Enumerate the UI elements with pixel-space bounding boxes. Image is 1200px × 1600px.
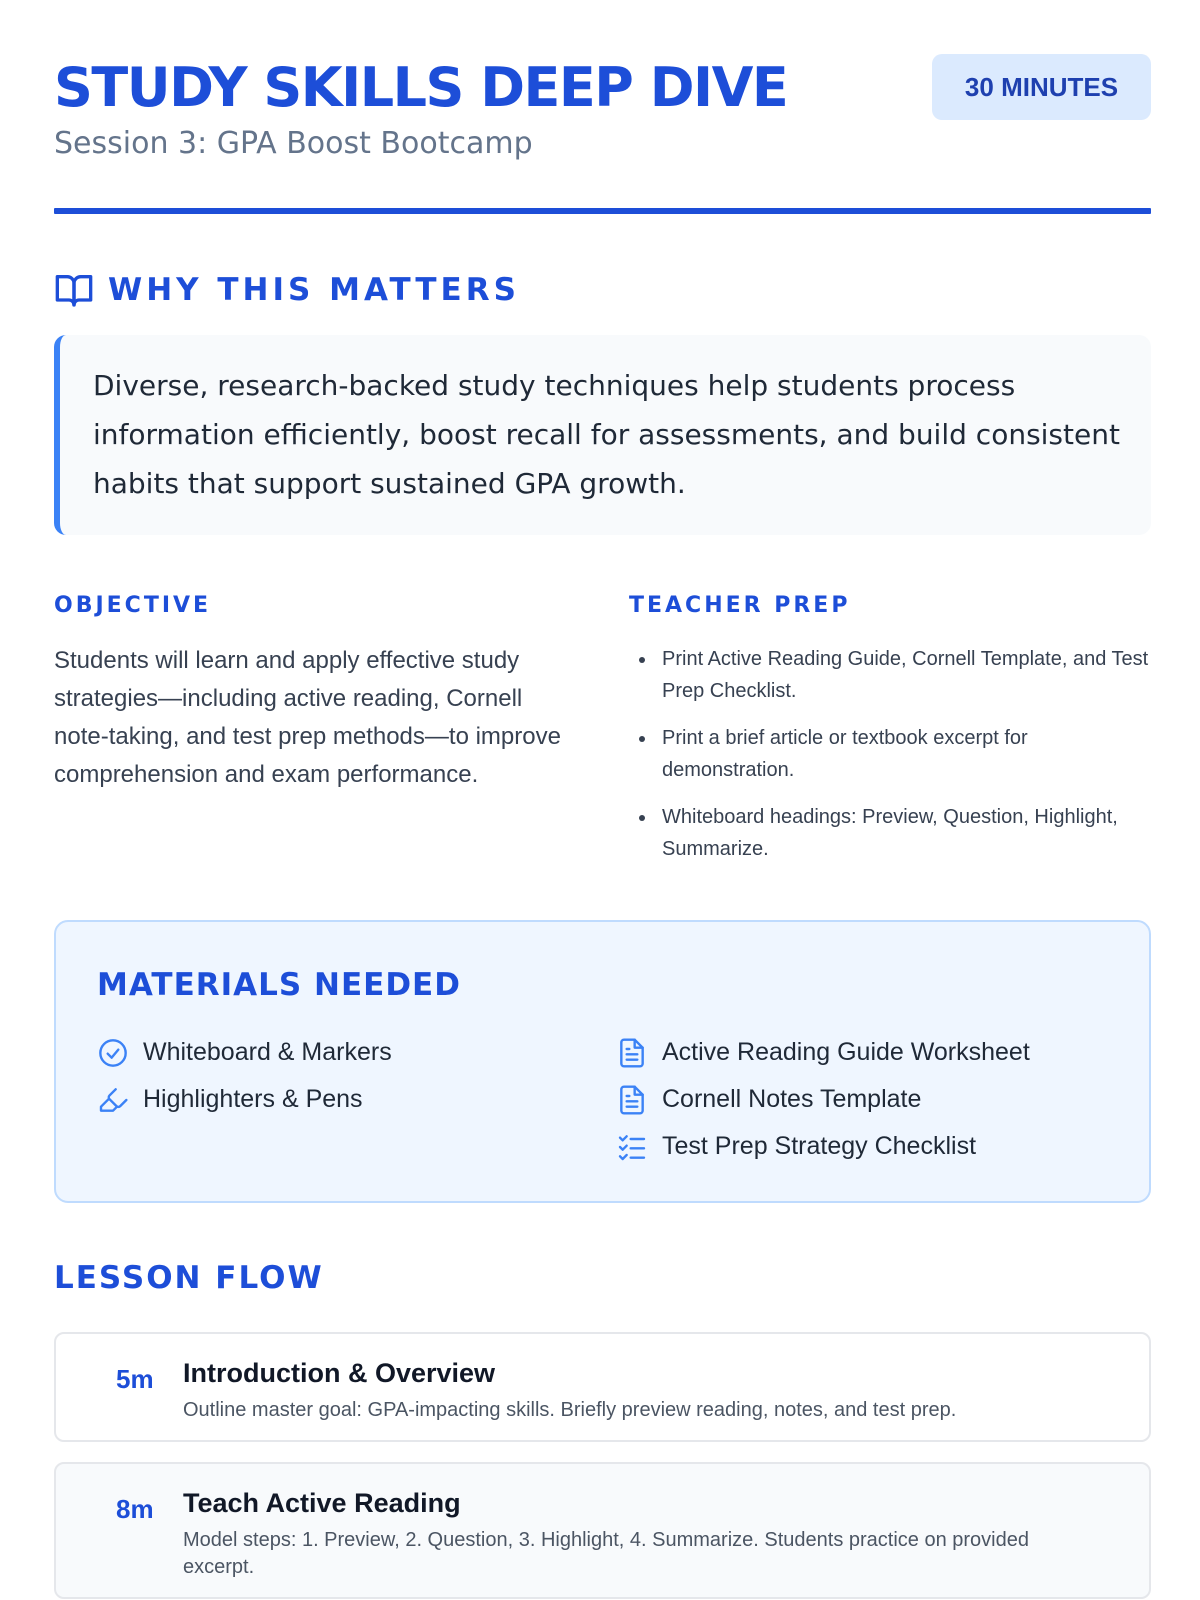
header-divider: [54, 208, 1151, 214]
list-item: Print Active Reading Guide, Cornell Template, and Test Prep Checklist.: [629, 643, 1151, 707]
checklist-icon: [616, 1131, 648, 1163]
teacher-prep-heading: TEACHER PREP: [629, 593, 851, 618]
step-duration: 5m: [116, 1364, 154, 1394]
lesson-plan-page: [54, 0, 1151, 1600]
teacher-prep-list: [629, 643, 1151, 880]
objective-heading: OBJECTIVE: [54, 593, 212, 618]
why-callout: Diverse, research-backed study techniques help students process information efficiently, boost recall for assessments, and build consistent habits that support sustained GPA growth.: [54, 335, 1151, 535]
step-duration: 8m: [116, 1494, 154, 1524]
page-subtitle: Session 3: GPA Boost Bootcamp: [54, 126, 533, 161]
document-icon: [616, 1037, 648, 1069]
lesson-step: [54, 1332, 1151, 1442]
objective-text: Students will learn and apply effective study strategies—including active reading, Cornell note-taking, and test prep methods—to improve comprehension and exam performance.: [54, 647, 561, 788]
material-label: Test Prep Strategy Checklist: [662, 1132, 977, 1160]
material-item: [616, 1076, 1030, 1123]
step-title: Introduction & Overview: [183, 1358, 496, 1388]
header: [54, 50, 1151, 210]
page-title: STUDY SKILLS DEEP DIVE: [54, 56, 788, 119]
list-item: Print a brief article or textbook excerpt for demonstration.: [629, 722, 1151, 786]
material-item: [616, 1123, 1030, 1170]
lesson-flow-heading: LESSON FLOW: [54, 1260, 324, 1296]
materials-card: [54, 920, 1151, 1203]
check-circle-icon: [97, 1037, 129, 1069]
materials-right-column: [616, 1029, 1030, 1170]
material-item: [616, 1029, 1030, 1076]
material-label: Active Reading Guide Worksheet: [662, 1038, 1030, 1066]
document-icon: [616, 1084, 648, 1116]
material-label: Highlighters & Pens: [143, 1085, 363, 1113]
lesson-step: [54, 1462, 1151, 1599]
material-item: [97, 1029, 392, 1076]
why-heading: WHY THIS MATTERS: [108, 272, 520, 308]
why-heading-row: [54, 270, 520, 310]
material-label: Whiteboard & Markers: [143, 1038, 392, 1066]
list-item: Whiteboard headings: Preview, Question, Highlight, Summarize.: [629, 801, 1151, 865]
material-item: [97, 1076, 392, 1123]
material-label: Cornell Notes Template: [662, 1085, 922, 1113]
step-title: Teach Active Reading: [183, 1488, 461, 1518]
materials-heading: MATERIALS NEEDED: [97, 967, 461, 1003]
step-description: Model steps: 1. Preview, 2. Question, 3. Highlight, 4. Summarize. Students practice on provided excerpt.: [183, 1529, 1029, 1578]
materials-left-column: [97, 1029, 392, 1123]
highlighter-icon: [97, 1084, 129, 1116]
step-description: Outline master goal: GPA-impacting skills. Briefly preview reading, notes, and test prep.: [183, 1399, 957, 1421]
open-book-icon: [54, 270, 94, 310]
duration-badge: 30 MINUTES: [932, 54, 1151, 120]
